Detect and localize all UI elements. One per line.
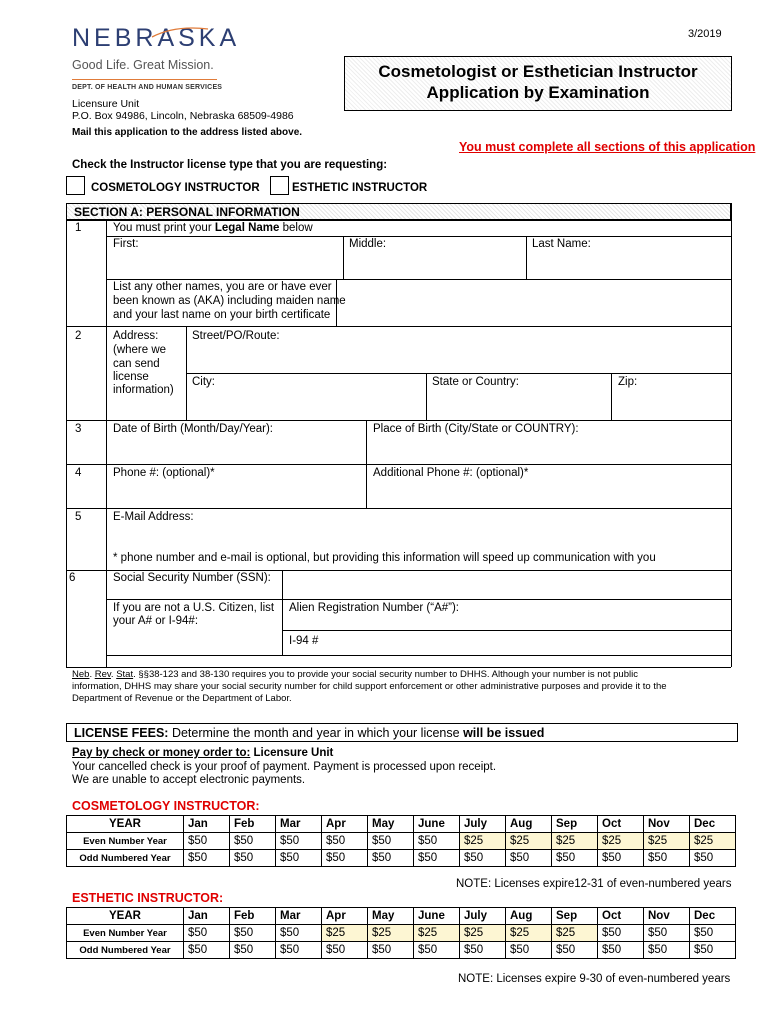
no-electronic-note: We are unable to accept electronic payments. [72, 774, 306, 786]
fee-cell: $50 [276, 850, 322, 867]
alien-registration-label: Alien Registration Number (“A#”): [289, 602, 460, 614]
row-number: 2 [75, 330, 82, 342]
fee-cell: $50 [184, 850, 230, 867]
fee-cell: $50 [368, 833, 414, 850]
i94-label: I-94 # [289, 635, 319, 647]
phone-label: Phone #: (optional)* [113, 467, 215, 479]
month-header: Apr [322, 816, 368, 833]
address-label: can send [113, 358, 160, 370]
logo-tagline: Good Life. Great Mission. [72, 58, 214, 72]
additional-phone-label: Additional Phone #: (optional)* [373, 467, 529, 479]
month-header: June [414, 816, 460, 833]
month-header: Dec [690, 816, 736, 833]
fee-cell: $25 [460, 833, 506, 850]
fee-cell: $50 [184, 925, 230, 942]
fee-cell: $50 [414, 942, 460, 959]
month-header: Aug [506, 816, 552, 833]
logo-wordmark: NEBRASKA [72, 24, 241, 52]
month-header: Oct [598, 816, 644, 833]
table-row [67, 850, 736, 867]
phone-field[interactable] [107, 465, 365, 507]
fee-cell: $50 [690, 942, 736, 959]
fee-cell: $50 [322, 942, 368, 959]
fee-cell: $50 [598, 925, 644, 942]
street-label: Street/PO/Route: [192, 330, 280, 342]
form-title-line-2: Application by Examination [426, 83, 650, 102]
first-name-field[interactable] [107, 237, 342, 278]
ssn-field[interactable] [283, 571, 730, 598]
aka-label-line-2: been known as (AKA) including maiden name [113, 295, 346, 307]
month-header: Mar [276, 816, 322, 833]
fee-cell: $50 [644, 925, 690, 942]
month-header: June [414, 908, 460, 925]
fee-cell: $50 [368, 942, 414, 959]
first-name-label: First: [113, 238, 139, 250]
fee-cell: $50 [460, 942, 506, 959]
city-label: City: [192, 376, 215, 388]
payment-proof-note: Your cancelled check is your proof of payment. Payment is processed upon receipt. [72, 761, 497, 773]
grid-line [731, 203, 732, 667]
address-label: information) [113, 384, 174, 396]
state-label: State or Country: [432, 376, 519, 388]
month-header: Jan [184, 816, 230, 833]
ssn-legal-notice: Neb. Rev. Stat. §§38-123 and 38-130 requires you to provide your social security number to DHHS. Although your number is not public information, DHHS may share your social security number for child support enforcement or other administrative purposes and provide it to the Department of Revenue or the Department of Labor. [72, 669, 667, 704]
grid-line [66, 220, 731, 221]
even-year-label: Even Number Year [67, 833, 184, 850]
license-type-question: Check the Instructor license type that you are requesting: [72, 159, 388, 171]
zip-label: Zip: [618, 376, 638, 388]
table-row [67, 942, 736, 959]
esthetic-expiry-note: NOTE: Licenses expire 9-30 of even-numbered years [458, 973, 731, 985]
address-label: Address: [113, 330, 159, 342]
middle-name-label: Middle: [349, 238, 387, 250]
department-name: DEPT. OF HEALTH AND HUMAN SERVICES [72, 84, 223, 91]
month-header: Feb [230, 816, 276, 833]
month-header: Sep [552, 816, 598, 833]
grid-line [66, 667, 731, 668]
row-number: 5 [75, 511, 82, 523]
fee-cell: $50 [552, 942, 598, 959]
mail-note: Mail this application to the address listed above. [72, 127, 303, 138]
dob-field[interactable] [107, 421, 365, 463]
month-header: Dec [690, 908, 736, 925]
esthetic-instructor-checkbox[interactable] [270, 176, 289, 195]
month-header: Oct [598, 908, 644, 925]
logo-swoosh-icon [150, 25, 210, 39]
esthetic-fee-table [66, 907, 736, 959]
cosmetology-expiry-note: NOTE: Licenses expire12-31 of even-numbered years [456, 878, 732, 890]
year-header: YEAR [67, 816, 184, 833]
fee-cell: $50 [276, 925, 322, 942]
cosmetology-fees-title: COSMETOLOGY INSTRUCTOR: [72, 799, 260, 813]
fee-cell: $50 [598, 942, 644, 959]
address-line-1: Licensure Unit [72, 98, 140, 110]
email-field[interactable] [107, 509, 730, 544]
middle-name-field[interactable] [344, 237, 525, 278]
state-field[interactable] [427, 374, 610, 419]
form-title-line-1: Cosmetologist or Esthetician Instructor [378, 62, 698, 81]
odd-year-label: Odd Numbered Year [67, 942, 184, 959]
logo-divider [72, 79, 217, 80]
month-header: Nov [644, 908, 690, 925]
pob-field[interactable] [367, 421, 730, 463]
row-number: 6 [69, 572, 76, 584]
table-row [67, 908, 736, 925]
fee-cell: $50 [322, 850, 368, 867]
table-row [67, 816, 736, 833]
section-a-header: SECTION A: PERSONAL INFORMATION [66, 203, 731, 220]
fee-cell: $50 [552, 850, 598, 867]
month-header: Jan [184, 908, 230, 925]
form-title [344, 56, 732, 111]
year-header: YEAR [67, 908, 184, 925]
zip-field[interactable] [612, 374, 730, 419]
fee-cell: $50 [506, 942, 552, 959]
fee-cell: $50 [506, 850, 552, 867]
non-citizen-label-1: If you are not a U.S. Citizen, list [113, 602, 275, 614]
address-label: (where we [113, 344, 167, 356]
legal-name-instruction: You must print your Legal Name below [113, 222, 313, 234]
grid-line [66, 220, 67, 667]
fee-cell: $50 [414, 850, 460, 867]
row-number: 4 [75, 467, 82, 479]
fee-cell: $25 [552, 925, 598, 942]
last-name-label: Last Name: [532, 238, 591, 250]
esthetic-instructor-label: ESTHETIC INSTRUCTOR [292, 182, 428, 194]
required-notice: You must complete all sections of this application [459, 140, 756, 154]
fee-cell: $50 [644, 942, 690, 959]
row-number: 3 [75, 423, 82, 435]
ssn-label: Social Security Number (SSN): [113, 572, 271, 584]
dob-label: Date of Birth (Month/Day/Year): [113, 423, 274, 435]
row-number: 1 [75, 222, 82, 234]
street-field[interactable] [187, 327, 730, 372]
month-header: May [368, 816, 414, 833]
address-label: license [113, 371, 149, 383]
city-field[interactable] [187, 374, 425, 419]
fee-cell: $50 [322, 833, 368, 850]
fee-cell: $50 [230, 833, 276, 850]
pob-label: Place of Birth (City/State or COUNTRY): [373, 423, 579, 435]
fee-cell: $50 [230, 850, 276, 867]
optional-contact-note: * phone number and e-mail is optional, but providing this information will speed up communication with you [113, 552, 656, 564]
month-header: Nov [644, 816, 690, 833]
fee-cell: $50 [414, 833, 460, 850]
fee-cell: $25 [506, 925, 552, 942]
address-line-2: P.O. Box 94986, Lincoln, Nebraska 68509-4986 [72, 110, 294, 122]
fee-cell: $50 [690, 850, 736, 867]
fee-cell: $25 [552, 833, 598, 850]
last-name-field[interactable] [527, 237, 730, 278]
fee-cell: $50 [230, 925, 276, 942]
fee-cell: $50 [690, 925, 736, 942]
month-header: July [460, 816, 506, 833]
month-header: Apr [322, 908, 368, 925]
month-header: May [368, 908, 414, 925]
fee-cell: $50 [598, 850, 644, 867]
fee-cell: $25 [368, 925, 414, 942]
fee-cell: $25 [644, 833, 690, 850]
non-citizen-label-2: your A# or I-94#: [113, 615, 199, 627]
fee-cell: $25 [598, 833, 644, 850]
fee-cell: $25 [414, 925, 460, 942]
fee-cell: $50 [368, 850, 414, 867]
cosmetology-fee-table [66, 815, 736, 867]
aka-label-line-3: and your last name on your birth certificate [113, 309, 331, 321]
even-year-label: Even Number Year [67, 925, 184, 942]
month-header: July [460, 908, 506, 925]
month-header: Mar [276, 908, 322, 925]
license-fees-header: LICENSE FEES: Determine the month and year in which your license will be issued [66, 723, 738, 742]
cosmetology-instructor-label: COSMETOLOGY INSTRUCTOR [91, 182, 260, 194]
table-row [67, 925, 736, 942]
fee-cell: $25 [460, 925, 506, 942]
month-header: Feb [230, 908, 276, 925]
odd-year-label: Odd Numbered Year [67, 850, 184, 867]
month-header: Aug [506, 908, 552, 925]
form-date: 3/2019 [688, 28, 722, 40]
fee-cell: $50 [644, 850, 690, 867]
fee-cell: $25 [322, 925, 368, 942]
email-label: E-Mail Address: [113, 511, 194, 523]
fee-cell: $25 [690, 833, 736, 850]
i94-field[interactable] [283, 631, 730, 654]
pay-to: Pay by check or money order to: Licensure Unit [72, 747, 334, 759]
grid-line [106, 655, 731, 656]
aka-label-line-1: List any other names, you are or have ever [113, 281, 332, 293]
month-header: Sep [552, 908, 598, 925]
fee-cell: $25 [506, 833, 552, 850]
fee-cell: $50 [230, 942, 276, 959]
fee-cell: $50 [460, 850, 506, 867]
additional-phone-field[interactable] [367, 465, 730, 507]
fee-cell: $50 [276, 942, 322, 959]
alien-registration-field[interactable] [283, 600, 730, 629]
fee-cell: $50 [184, 833, 230, 850]
table-row [67, 833, 736, 850]
fee-cell: $50 [184, 942, 230, 959]
cosmetology-instructor-checkbox[interactable] [66, 176, 85, 195]
fee-cell: $50 [276, 833, 322, 850]
esthetic-fees-title: ESTHETIC INSTRUCTOR: [72, 891, 224, 905]
aka-names-field[interactable] [337, 280, 730, 325]
